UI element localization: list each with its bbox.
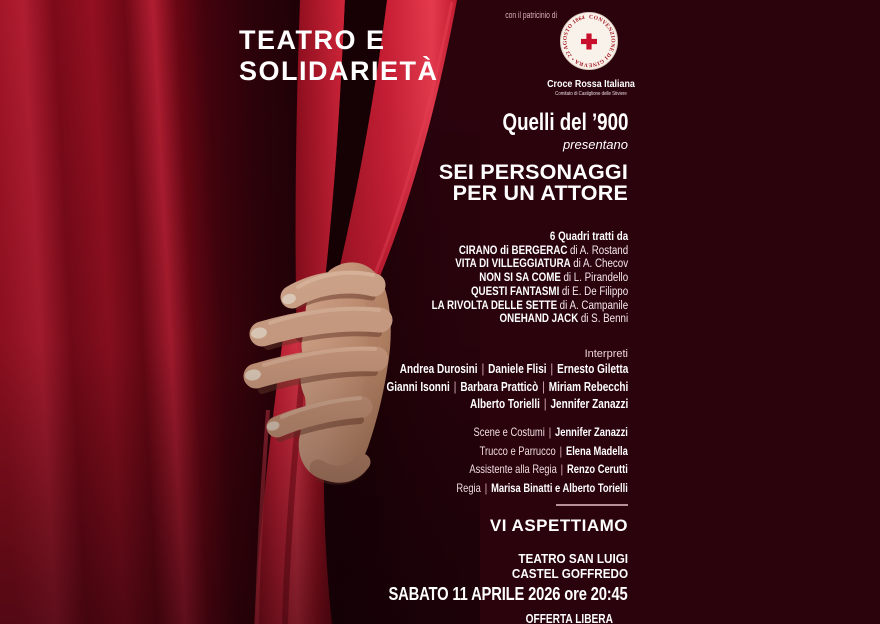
play-item [432, 313, 628, 327]
page-title-line1: TEATRO E [239, 25, 386, 55]
closing-line: VI ASPETTIAMO [489, 516, 628, 535]
page-title-line2: SOLIDARIETÀ [239, 56, 439, 86]
company-name: Quelli del ’900 [502, 109, 628, 136]
cast-name: Daniele Flisi [487, 362, 547, 376]
crew-role: Assistente alla Regia [469, 462, 557, 477]
logo-ring-text: CONVENZIONE DI GINEVRA • 22 AGOSTO 1864 [562, 14, 616, 68]
crew-row [457, 423, 628, 442]
play-title: NON SI SA COME [479, 272, 561, 285]
play-author: di A. Campanile [559, 299, 628, 312]
separator: | [559, 443, 563, 458]
play-item [432, 286, 628, 300]
crew-role: Regia [456, 481, 481, 496]
crew-row [457, 479, 628, 498]
separator: | [453, 379, 457, 394]
play-title: ONEHAND JACK [499, 313, 579, 326]
page-title [239, 25, 439, 87]
show-title [439, 162, 628, 204]
play-author: di E. De Filippo [561, 285, 628, 298]
play-item [432, 258, 628, 272]
plays-intro: 6 Quadri tratti da [549, 231, 628, 243]
separator: | [550, 362, 553, 376]
divider-line [556, 504, 628, 506]
presents-label: presentano [562, 137, 628, 152]
crew-name: Marisa Binatti e Alberto Torielli [491, 481, 628, 496]
red-cross-logo-art [559, 11, 619, 71]
play-author: di A. Rostand [569, 244, 628, 257]
play-title: LA RIVOLTA DELLE SETTE [431, 299, 557, 312]
cast-label: Interpreti [584, 348, 628, 360]
play-author: di L. Pirandello [563, 272, 628, 285]
venue-name: TEATRO SAN LUIGI [518, 551, 628, 566]
crew-row [457, 460, 628, 479]
cast-name: Andrea Durosini [399, 362, 478, 376]
event-datetime: SABATO 11 APRILE 2026 ore 20:45 [388, 584, 628, 604]
separator: | [560, 462, 564, 477]
separator: | [481, 362, 484, 376]
play-item [432, 272, 628, 286]
cast-name: Barbara Pratticò [460, 379, 538, 394]
play-author: di A. Checov [573, 258, 628, 271]
play-item [432, 300, 628, 314]
show-title-line2: PER UN ATTORE [452, 181, 628, 205]
separator: | [484, 481, 488, 496]
crew-row [457, 442, 628, 461]
play-item [432, 245, 628, 259]
org-subtitle: Comitato di Castiglione delle Stiviere [555, 91, 627, 97]
crew-role: Trucco e Parrucco [479, 443, 556, 458]
separator: | [548, 425, 552, 439]
cast-list [386, 361, 628, 414]
cast-name: Jennifer Zanazzi [550, 397, 628, 411]
crew-name: Jennifer Zanazzi [555, 425, 628, 439]
plays-list [432, 231, 628, 327]
venue-city: CASTEL GOFFREDO [511, 566, 628, 581]
red-cross-logo [559, 11, 619, 71]
separator: | [543, 397, 547, 411]
show-title-line1: SEI PERSONAGGI [438, 160, 628, 184]
patronage-label: con il patricinio di [505, 10, 557, 20]
play-title: QUESTI FANTASMI [470, 285, 560, 298]
admission-note: OFFERTA LIBERA [525, 611, 613, 624]
separator: | [541, 379, 545, 394]
play-author: di S. Benni [580, 313, 628, 326]
cast-name: Miriam Rebecchi [548, 379, 628, 394]
crew-list [457, 423, 628, 498]
crew-name: Elena Madella [566, 443, 628, 458]
patronage-org [531, 78, 651, 97]
play-title: CIRANO di BERGERAC [458, 244, 568, 257]
play-title: VITA DI VILLEGGIATURA [455, 258, 571, 271]
cast-name: Ernesto Giletta [556, 362, 628, 376]
venue [512, 551, 628, 581]
cast-row [386, 396, 628, 414]
crew-name: Renzo Cerutti [567, 462, 628, 477]
cast-name: Alberto Torielli [469, 397, 540, 411]
cast-name: Gianni Isonni [386, 379, 450, 394]
cast-row [386, 379, 628, 397]
crew-role: Scene e Costumi [473, 425, 545, 439]
cast-row [386, 361, 628, 379]
org-name: Croce Rossa Italiana [547, 78, 635, 90]
